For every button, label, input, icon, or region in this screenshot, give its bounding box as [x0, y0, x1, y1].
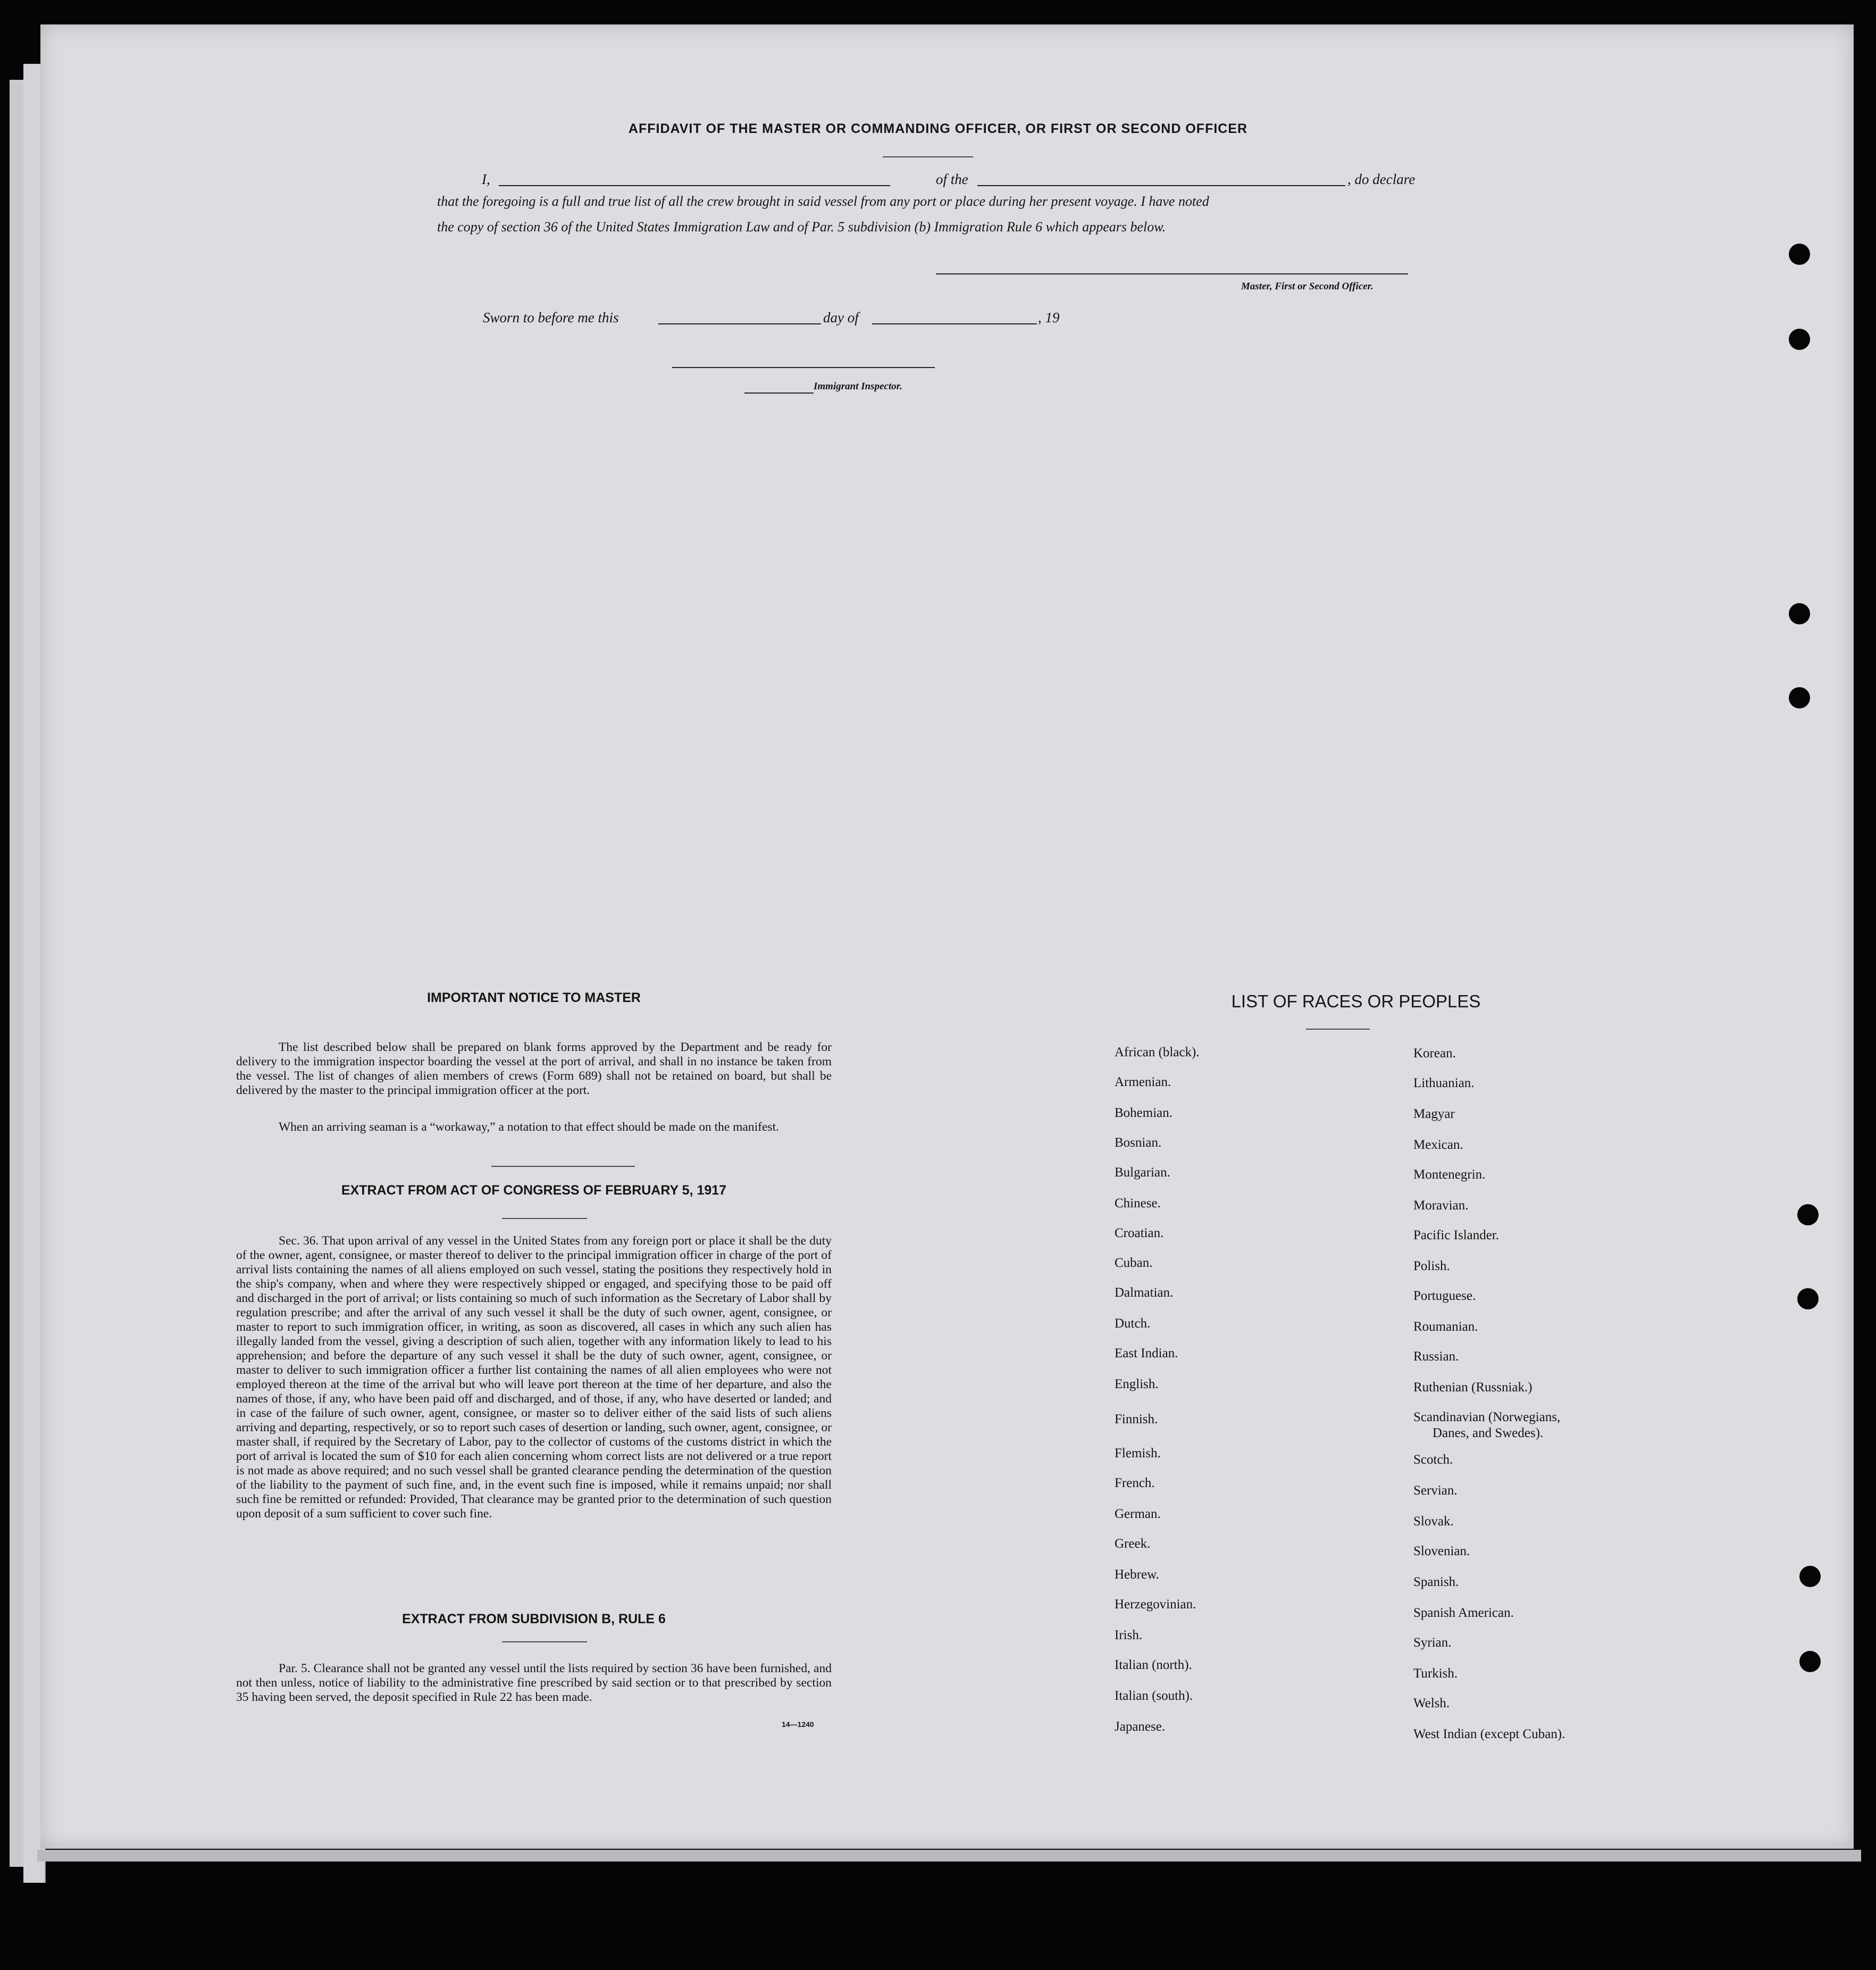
race-item: African (black). [1115, 1045, 1200, 1059]
race-item: Herzegovinian. [1115, 1597, 1196, 1612]
race-item: Italian (south). [1115, 1689, 1193, 1703]
punch-hole [1789, 687, 1810, 708]
race-item: Polish. [1413, 1259, 1450, 1273]
race-item: Slovak. [1413, 1514, 1454, 1529]
race-item: English. [1115, 1377, 1159, 1391]
race-item: Finnish. [1115, 1412, 1158, 1426]
name-blank-line [499, 185, 890, 186]
race-item: Moravian. [1413, 1198, 1469, 1213]
race-item: Dutch. [1115, 1316, 1151, 1331]
race-item: Greek. [1115, 1537, 1151, 1551]
document-page [40, 24, 1854, 1849]
page-bottom-edge [37, 1850, 1861, 1862]
race-item: Dalmatian. [1115, 1285, 1174, 1300]
race-item: Montenegrin. [1413, 1167, 1486, 1182]
race-item: Roumanian. [1413, 1320, 1478, 1334]
race-item: Irish. [1115, 1628, 1143, 1642]
notice-title: IMPORTANT NOTICE TO MASTER [427, 990, 641, 1005]
sworn-label: Sworn to before me this [483, 310, 619, 325]
race-item: Korean. [1413, 1046, 1456, 1061]
punch-hole [1799, 1651, 1821, 1672]
race-item: Welsh. [1413, 1696, 1450, 1710]
race-item: Lithuanian. [1413, 1076, 1475, 1090]
race-item: Russian. [1413, 1349, 1459, 1364]
race-item: East Indian. [1115, 1346, 1178, 1360]
race-item: Mexican. [1413, 1138, 1463, 1152]
divider [502, 1218, 587, 1219]
race-item: Bosnian. [1115, 1136, 1162, 1150]
race-item: Spanish American. [1413, 1606, 1514, 1620]
vessel-blank-line [977, 185, 1345, 186]
punch-hole [1789, 329, 1810, 350]
signature-line [936, 273, 1408, 274]
divider [502, 1641, 587, 1642]
race-item: Flemish. [1115, 1446, 1161, 1460]
affidavit-of-the-label: of the [936, 171, 968, 187]
race-item: Syrian. [1413, 1635, 1452, 1650]
race-item: Slovenian. [1413, 1544, 1470, 1558]
inspector-signature-line [672, 367, 935, 368]
inspector-short-line [744, 393, 814, 394]
race-item: Italian (north). [1115, 1658, 1192, 1672]
notice-paragraph-1: The list described below shall be prepared on blank forms approved by the Department and be ready for delivery to the immigration inspector boarding the vessel at the port of arrival, and shall in no instance be taken from the vessel. The list of changes of alien members of crews (Form 689) shall not be retained on board, but shall be delivered by the master to the principal immigration officer at the port. [236, 1040, 832, 1097]
affidavit-line-3: the copy of section 36 of the United States Immigration Law and of Par. 5 subdivision (b) Immigration Rule 6 which appears below. [437, 219, 1166, 235]
affidavit-i-label: I, [482, 171, 490, 187]
race-item: Bohemian. [1115, 1106, 1173, 1120]
race-item: West Indian (except Cuban). [1413, 1727, 1565, 1741]
divider [491, 1166, 635, 1167]
day-of-label: day of [823, 310, 859, 325]
race-item: Turkish. [1413, 1666, 1458, 1681]
sworn-day-line [658, 323, 821, 324]
race-item: Pacific Islander. [1413, 1228, 1500, 1242]
affidavit-line-2: that the foregoing is a full and true list of all the crew brought in said vessel from any port or place during her present voyage. I have noted [437, 194, 1209, 209]
race-item: Croatian. [1115, 1226, 1164, 1240]
punch-hole [1789, 603, 1810, 624]
race-item: Portuguese. [1413, 1289, 1476, 1303]
year-label: , 19 [1038, 310, 1060, 325]
signature-caption: Master, First or Second Officer. [1241, 281, 1374, 292]
punch-hole [1797, 1288, 1819, 1309]
race-item: Danes, and Swedes). [1433, 1426, 1544, 1440]
race-item: Bulgarian. [1115, 1165, 1170, 1180]
affidavit-title: AFFIDAVIT OF THE MASTER OR COMMANDING OFFICER, OR FIRST OR SECOND OFFICER [628, 121, 1248, 136]
race-item: German. [1115, 1507, 1161, 1521]
race-item: Hebrew. [1115, 1567, 1159, 1582]
race-item: Spanish. [1413, 1575, 1459, 1589]
punch-hole [1789, 244, 1810, 265]
races-title: LIST OF RACES OR PEOPLES [1231, 991, 1481, 1011]
notice-paragraph-2: When an arriving seaman is a “workaway,” a notation to that effect should be made on the manifest. [279, 1120, 779, 1134]
punch-hole [1797, 1204, 1819, 1225]
affidavit-declare-label: , do declare [1347, 171, 1416, 187]
race-item: Japanese. [1115, 1719, 1166, 1734]
race-item: Servian. [1413, 1483, 1458, 1498]
race-item: Armenian. [1115, 1075, 1171, 1089]
punch-hole [1799, 1566, 1821, 1587]
extract-act-title: EXTRACT FROM ACT OF CONGRESS OF FEBRUARY 5, 1917 [341, 1183, 727, 1198]
race-item: Magyar [1413, 1107, 1455, 1121]
race-item: Chinese. [1115, 1196, 1161, 1211]
inspector-caption: Immigrant Inspector. [814, 381, 902, 392]
sworn-month-line [872, 323, 1037, 324]
extract-rule-title: EXTRACT FROM SUBDIVISION B, RULE 6 [402, 1612, 666, 1626]
race-item: Scotch. [1413, 1453, 1453, 1467]
divider [883, 156, 973, 157]
par-5-text: Par. 5. Clearance shall not be granted any vessel until the lists required by section 36 have been furnished, and not then unless, notice of liability to the administrative fine prescribed by said section or to that prescribed by section 35 having been served, the deposit specified in Rule 22 has been made. [236, 1662, 832, 1704]
race-item: Ruthenian (Russniak.) [1413, 1380, 1532, 1395]
race-item: French. [1115, 1476, 1155, 1490]
race-item: Cuban. [1115, 1256, 1153, 1270]
section-36-text: Sec. 36. That upon arrival of any vessel in the United States from any foreign port or place it shall be the duty of the owner, agent, consignee, or master thereof to deliver to the principal immigration officer in charge of the port of arrival lists containing the names of all aliens employed on such vessel, stating the positions they respectively hold in the ship's company, when and where they were respectively shipped or engaged, and specifying those to be paid off and discharged in the port of arrival; or lists containing so much of such information as the Secretary of Labor shall by regulation prescribe; and after the arrival of any such vessel it shall be the duty of such owner, agent, consignee, or master to report to such immigration officer, in writing, as soon as discovered, all cases in which any such alien has illegally landed from the vessel, giving a description of such alien, together with any information likely to lead to his apprehension; and before the departure of any such vessel it shall be the duty of such owner, agent, consignee, or master to deliver to such immigration officer a further list containing the names of all alien employees who were not employed thereon at the time of the arrival but who will leave port thereon at the time of her departure, and also the names of those, if any, who have been paid off and discharged, and of those, if any, who have deserted or landed; and in case of the failure of such owner, agent, consignee, or master so to deliver either of the said lists of such aliens arriving and departing, respectively, or so to report such cases of desertion or landing, such owner, agent, consignee, or master shall, if required by the Secretary of Labor, pay to the collector of customs of the customs district in which the port of arrival is located the sum of $10 for each alien concerning whom correct lists are not delivered or a true report is not made as above required; and no such vessel shall be granted clearance pending the determination of the question of the liability to the payment of such fine, and, in the event such fine is imposed, while it remains unpaid; nor shall such fine be remitted or refunded: Provided, That clearance may be granted prior to the determination of such question upon deposit of a sum sufficient to cover such fine. [236, 1234, 832, 1521]
form-number: 14—1240 [782, 1720, 814, 1729]
divider [1306, 1029, 1370, 1030]
race-item: Scandinavian (Norwegians, [1413, 1410, 1561, 1424]
